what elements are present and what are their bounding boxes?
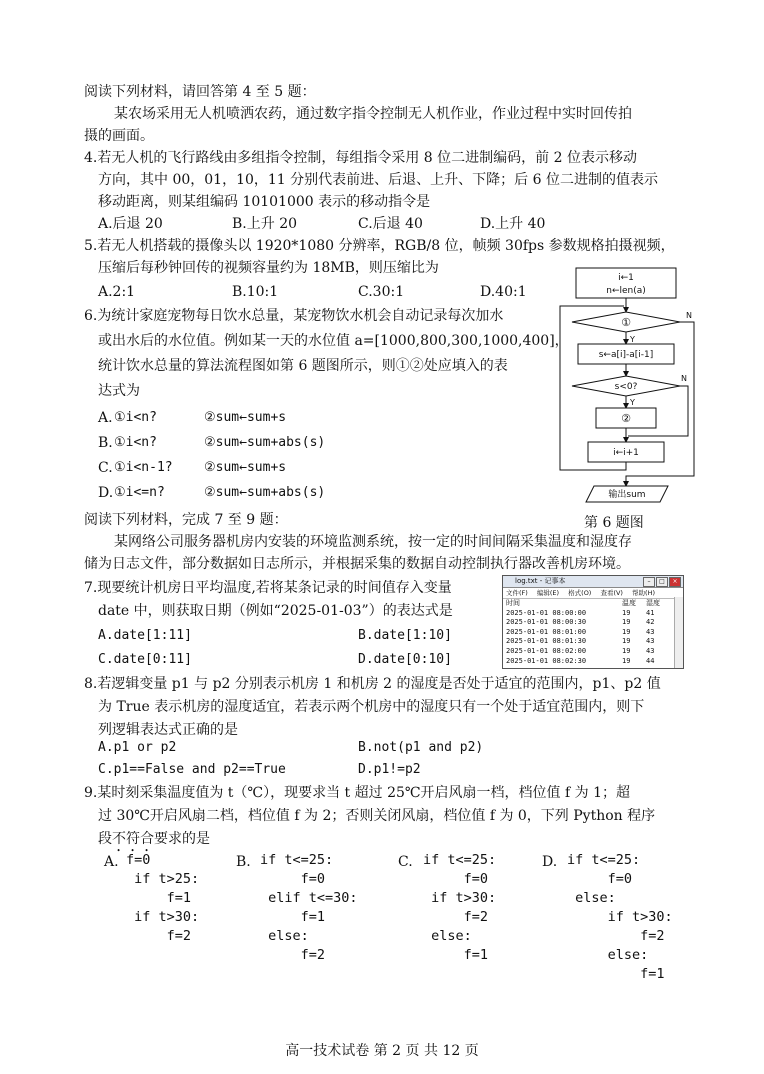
q9-line1: 9.某时刻采集温度值为 t（℃），现要求当 t 超过 25℃开启风扇一档，档位值 f 为 1；超 <box>84 785 630 801</box>
q5-line1: 5.若无人机搭载的摄像头以 1920*1080 分辨率，RGB/8 位，帧频 30fps 参数规格拍摄视频， <box>84 238 675 254</box>
q9-code-d: if t<=25: f=0 else: if t>30: f=2 else: f=1 <box>567 852 673 982</box>
fc-y2: Y <box>630 398 635 407</box>
log-temp: 19 <box>622 646 631 655</box>
log-humidity: 43 <box>646 627 655 636</box>
material1-intro: 阅读下列材料，请回答第 4 至 5 题： <box>84 84 316 100</box>
close-icon[interactable]: × <box>669 577 681 587</box>
notepad-scrollbar[interactable] <box>674 597 683 668</box>
fc-y1: Y <box>630 335 635 344</box>
log-time: 2025-01-01 08:02:00 <box>506 646 587 655</box>
q9-code-a: f=0 if t>25: f=1 if t>30: f=2 <box>126 852 200 944</box>
q8-line2: 为 True 表示机房的湿度适宜，若表示两个机房中的湿度只有一个处于适宜范围内，则下 <box>98 699 645 715</box>
q5-option-d: D.40:1 <box>480 284 527 300</box>
q8-line1: 8.若逻辑变量 p1 与 p2 分别表示机房 1 和机房 2 的湿度是否处于适宜的范围内，p1、p2 值 <box>84 676 661 692</box>
q8-option-d: D.p1!=p2 <box>358 762 421 777</box>
q9-label-b: B. <box>236 854 251 870</box>
q6-option-a-c2: ②sum←sum+s <box>204 410 287 425</box>
log-row <box>506 609 683 619</box>
maximize-icon[interactable]: □ <box>656 577 668 587</box>
material1-line2: 摄的画面。 <box>84 128 154 144</box>
q8-line3: 列逻辑表达式正确的是 <box>98 722 238 738</box>
material2-line2: 储为日志文件，部分数据如日志所示，并根据采集的数据自动控制执行器改善机房环境。 <box>84 556 630 572</box>
log-humidity: 41 <box>646 608 655 617</box>
q6-option-b-letter: B. <box>98 435 113 451</box>
fc-init2: n←len(a) <box>606 286 646 296</box>
q5-option-b: B.10:1 <box>232 284 279 300</box>
q6-option-d-c2: ②sum←sum+abs(s) <box>204 485 326 500</box>
q9-emphasis: 不符合 <box>112 831 154 847</box>
q7-option-c: C.date[0:11] <box>98 652 192 667</box>
log-temp: 19 <box>622 618 631 627</box>
log-header-row <box>506 599 683 609</box>
q4-line2: 方向，其中 00，01，10，11 分别代表前进、后退、上升、下降；后 6 位二进制的值表示 <box>98 172 658 188</box>
menu-edit[interactable]: 编辑(E) <box>536 589 560 597</box>
q9-label-d: D. <box>542 854 558 870</box>
fc-init1: i←1 <box>618 273 634 283</box>
q5-option-a: A.2:1 <box>98 284 136 300</box>
q6-option-a-letter: A. <box>98 410 113 426</box>
log-humidity: 43 <box>646 646 655 655</box>
menu-view[interactable]: 查看(V) <box>600 589 623 597</box>
q7-option-b: B.date[1:10] <box>358 628 452 643</box>
q5-line2: 压缩后每秒钟回传的视频容量约为 18MB，则压缩比为 <box>98 260 439 276</box>
q8-option-c: C.p1==False and p2==True <box>98 762 286 777</box>
log-temp: 19 <box>622 637 631 646</box>
log-header-temp: 温度 <box>622 599 636 607</box>
log-row <box>506 628 683 638</box>
log-time: 2025-01-01 08:02:30 <box>506 656 587 665</box>
flowchart <box>556 262 696 532</box>
q9-code-c: if t<=25: f=0 if t>30: f=2 else: f=1 <box>423 852 497 963</box>
fc-step2: ② <box>621 412 631 425</box>
q6-line2: 或出水后的水位值。例如某一天的水位值 a=[1000,800,300,1000,400]， <box>98 333 569 349</box>
log-temp: 19 <box>622 627 631 636</box>
q8-option-a: A.p1 or p2 <box>98 740 177 755</box>
q9-label-a: A. <box>104 854 119 870</box>
menu-help[interactable]: 帮助(H) <box>632 589 656 597</box>
notepad-title-bar <box>503 576 683 588</box>
minimize-icon[interactable]: – <box>643 577 655 587</box>
log-temp: 19 <box>622 656 631 665</box>
q6-option-c-c1: ①i<n-1? <box>114 460 173 475</box>
notepad-window <box>502 575 684 669</box>
q4-option-d: D.上升 40 <box>480 216 546 232</box>
fc-output: 输出sum <box>608 490 646 500</box>
log-time: 2025-01-01 08:01:00 <box>506 627 587 636</box>
q6-option-c-c2: ②sum←sum+s <box>204 460 287 475</box>
q9-label-c: C. <box>398 854 413 870</box>
material2-intro: 阅读下列材料，完成 7 至 9 题： <box>84 512 288 528</box>
q6-option-c-letter: C. <box>98 460 113 476</box>
q7-line1: 7.现要统计机房日平均温度,若将某条记录的时间值存入变量 <box>84 580 452 596</box>
menu-file[interactable]: 文件(F) <box>506 589 528 597</box>
fc-cond1: ① <box>621 316 631 329</box>
q6-option-d-letter: D. <box>98 485 114 501</box>
q4-line1: 4.若无人机的飞行路线由多组指令控制，每组指令采用 8 位二进制编码，前 2 位表示移动 <box>84 150 637 166</box>
fc-inc: i←i+1 <box>613 448 639 458</box>
log-humidity: 44 <box>646 656 655 665</box>
q9-line2: 过 30℃开启风扇二档，档位值 f 为 2；否则关闭风扇，档位值 f 为 0，下列 Python 程序 <box>98 808 656 824</box>
log-row <box>506 647 683 657</box>
q9-code-b: if t<=25: f=0 elif t<=30: f=1 else: f=2 <box>260 852 358 963</box>
q5-option-c: C.30:1 <box>358 284 405 300</box>
q6-line3: 统计饮水总量的算法流程图如第 6 题图所示，则①②处应填入的表 <box>98 358 508 374</box>
page-footer: 高一技术试卷 第 2 页 共 12 页 <box>285 1043 479 1059</box>
q6-option-b-c2: ②sum←sum+abs(s) <box>204 435 326 450</box>
q9-line3-prefix: 段 <box>98 831 112 847</box>
q4-option-b: B.上升 20 <box>232 216 298 232</box>
q4-option-c: C.后退 40 <box>358 216 423 232</box>
log-time: 2025-01-01 08:01:30 <box>506 637 587 646</box>
q4-option-a: A.后退 20 <box>98 216 163 232</box>
log-time: 2025-01-01 08:00:30 <box>506 618 587 627</box>
log-humidity: 42 <box>646 618 655 627</box>
notepad-menu <box>503 588 683 599</box>
flowchart-caption: 第 6 题图 <box>584 515 644 531</box>
q6-option-a-c1: ①i<n? <box>114 410 157 425</box>
notepad-title: log.txt - 记事本 <box>515 577 566 585</box>
q6-option-b-c1: ①i<n? <box>114 435 157 450</box>
q7-option-d: D.date[0:10] <box>358 652 452 667</box>
q6-line1: 6.为统计家庭宠物每日饮水总量，某宠物饮水机会自动记录每次加水 <box>84 308 504 324</box>
material1-line1: 某农场采用无人机喷洒农药，通过数字指令控制无人机作业，作业过程中实时回传拍 <box>114 106 632 122</box>
log-header-time: 时间 <box>506 599 520 607</box>
material2-line1: 某网络公司服务器机房内安装的环境监测系统，按一定的时间间隔采集温度和湿度存 <box>114 534 632 550</box>
fc-n2: N <box>681 374 687 383</box>
q4-line3: 移动距离，则某组编码 10101000 表示的移动指令是 <box>98 194 431 210</box>
q6-option-d-c1: ①i<=n? <box>114 485 165 500</box>
log-row <box>506 618 683 628</box>
fc-assign: s←a[i]-a[i-1] <box>598 350 654 360</box>
log-header-humidity: 湿度 <box>646 599 660 607</box>
q6-line4: 达式为 <box>98 383 140 399</box>
q8-option-b: B.not(p1 and p2) <box>358 740 484 755</box>
log-time: 2025-01-01 08:00:00 <box>506 608 587 617</box>
fc-n1: N <box>686 311 692 320</box>
menu-format[interactable]: 格式(O) <box>568 589 592 597</box>
log-temp: 19 <box>622 608 631 617</box>
log-row <box>506 657 683 667</box>
q9-line3-suffix: 要求的是 <box>154 831 210 847</box>
log-humidity: 43 <box>646 637 655 646</box>
q7-line2: date 中，则获取日期（例如“2025-01-03”）的表达式是 <box>98 603 453 619</box>
q7-option-a: A.date[1:11] <box>98 628 192 643</box>
notepad-text-area[interactable] <box>503 599 683 666</box>
log-row <box>506 637 683 647</box>
fc-cond2: s<0? <box>614 382 638 392</box>
